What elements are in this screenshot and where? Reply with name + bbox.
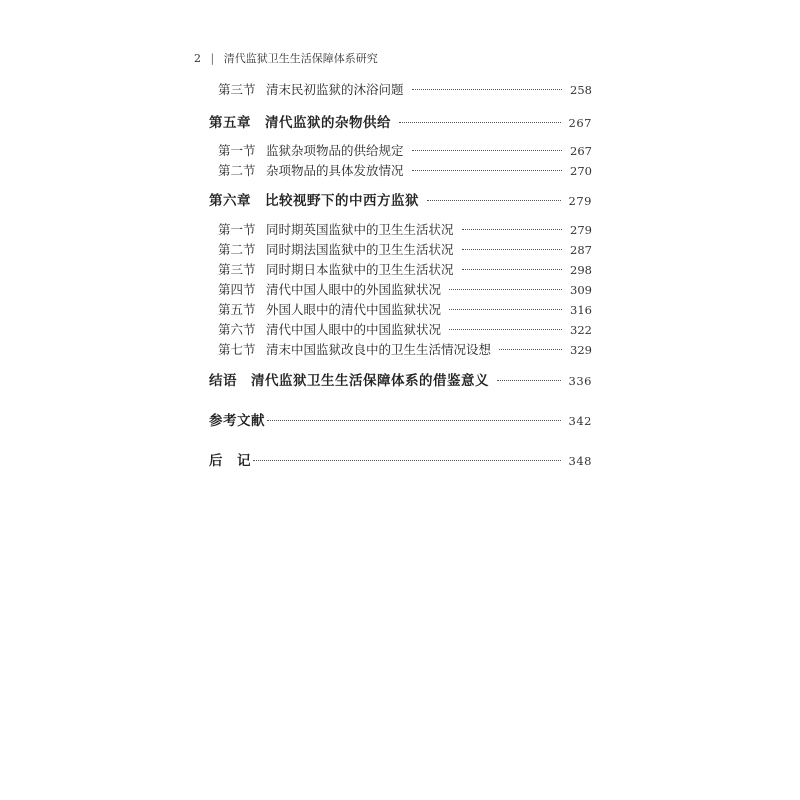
toc-entry bbox=[218, 80, 592, 100]
toc-entry-number: 第一节 bbox=[218, 222, 256, 237]
toc-entry-title: 杂项物品的具体发放情况 bbox=[266, 163, 404, 178]
toc-entry bbox=[218, 161, 592, 181]
toc-entry-title: 同时期日本监狱中的卫生生活状况 bbox=[266, 262, 454, 277]
header-page-number: 2 bbox=[194, 52, 201, 65]
toc-entry-page: 267 bbox=[570, 144, 592, 158]
toc-entry-page: 270 bbox=[570, 164, 592, 178]
toc-entry-number: 第三节 bbox=[218, 82, 256, 97]
toc-entry-number: 第六节 bbox=[218, 322, 256, 337]
toc-chapter-number: 第六章 bbox=[209, 193, 251, 209]
toc-chapter bbox=[209, 191, 592, 211]
toc-entry bbox=[218, 220, 592, 240]
dot-leader bbox=[267, 420, 561, 421]
toc-entry-page: 258 bbox=[570, 83, 592, 97]
dot-leader bbox=[449, 289, 562, 290]
header-book-title: 清代监狱卫生生活保障体系研究 bbox=[223, 52, 378, 65]
toc-entry-page: 309 bbox=[570, 283, 592, 297]
toc-chapter-title: 比较视野下的中西方监狱 bbox=[265, 193, 419, 209]
toc-entry-number: 第一节 bbox=[218, 143, 256, 158]
dot-leader bbox=[462, 229, 562, 230]
toc-entry-page: 279 bbox=[570, 223, 592, 237]
toc-entry-title: 清代中国人眼中的中国监狱状况 bbox=[266, 322, 442, 337]
toc-chapter bbox=[209, 113, 592, 133]
toc-chapter-title: 参考文献 bbox=[209, 413, 265, 429]
toc-entry-page: 329 bbox=[570, 343, 592, 357]
toc-entry-title: 清代中国人眼中的外国监狱状况 bbox=[266, 282, 442, 297]
toc-chapter-number: 结语 bbox=[209, 373, 237, 389]
dot-leader bbox=[462, 269, 562, 270]
toc-chapter-title: 清代监狱的杂物供给 bbox=[265, 115, 391, 131]
toc-chapter-page: 336 bbox=[568, 374, 592, 388]
dot-leader bbox=[462, 249, 562, 250]
toc-entry bbox=[218, 260, 592, 280]
dot-leader bbox=[449, 309, 562, 310]
toc-entry-page: 298 bbox=[570, 263, 592, 277]
toc-references bbox=[209, 411, 592, 431]
toc-entry bbox=[218, 320, 592, 340]
toc-entry-number: 第七节 bbox=[218, 342, 256, 357]
toc-entry-number: 第二节 bbox=[218, 242, 256, 257]
toc-chapter-page: 342 bbox=[568, 414, 592, 428]
toc-chapter-page: 279 bbox=[568, 194, 592, 208]
toc-entry-title: 同时期法国监狱中的卫生生活状况 bbox=[266, 242, 454, 257]
toc-entry-number: 第三节 bbox=[218, 262, 256, 277]
dot-leader bbox=[499, 349, 562, 350]
toc-entry-title: 同时期英国监狱中的卫生生活状况 bbox=[266, 222, 454, 237]
dot-leader bbox=[412, 170, 562, 171]
dot-leader bbox=[497, 380, 561, 381]
toc-conclusion bbox=[209, 371, 592, 391]
toc-entry-number: 第二节 bbox=[218, 163, 256, 178]
toc-chapter-title: 后 记 bbox=[209, 453, 251, 469]
dot-leader bbox=[412, 150, 562, 151]
dot-leader bbox=[427, 200, 561, 201]
toc-chapter-page: 348 bbox=[568, 454, 592, 468]
toc-entry-title: 清末中国监狱改良中的卫生生活情况设想 bbox=[266, 342, 492, 357]
toc-entry bbox=[218, 280, 592, 300]
header-separator: | bbox=[210, 52, 215, 65]
toc-entry bbox=[218, 141, 592, 161]
dot-leader bbox=[449, 329, 562, 330]
dot-leader bbox=[253, 460, 561, 461]
toc-chapter-page: 267 bbox=[568, 116, 592, 130]
toc-entry-page: 287 bbox=[570, 243, 592, 257]
toc-chapter-title: 清代监狱卫生生活保障体系的借鉴意义 bbox=[251, 373, 489, 389]
toc-chapter-number: 第五章 bbox=[209, 115, 251, 131]
toc-entry-title: 外国人眼中的清代中国监狱状况 bbox=[266, 302, 442, 317]
dot-leader bbox=[399, 122, 561, 123]
toc-entry-page: 322 bbox=[570, 323, 592, 337]
toc-entry-title: 监狱杂项物品的供给规定 bbox=[266, 143, 404, 158]
running-header bbox=[194, 50, 378, 66]
toc-afterword bbox=[209, 451, 592, 471]
toc-entry bbox=[218, 300, 592, 320]
toc-entry-number: 第四节 bbox=[218, 282, 256, 297]
toc-entry bbox=[218, 240, 592, 260]
toc-entry-title: 清末民初监狱的沐浴问题 bbox=[266, 82, 404, 97]
toc-entry bbox=[218, 340, 592, 360]
dot-leader bbox=[412, 89, 562, 90]
toc-entry-page: 316 bbox=[570, 303, 592, 317]
toc-entry-number: 第五节 bbox=[218, 302, 256, 317]
